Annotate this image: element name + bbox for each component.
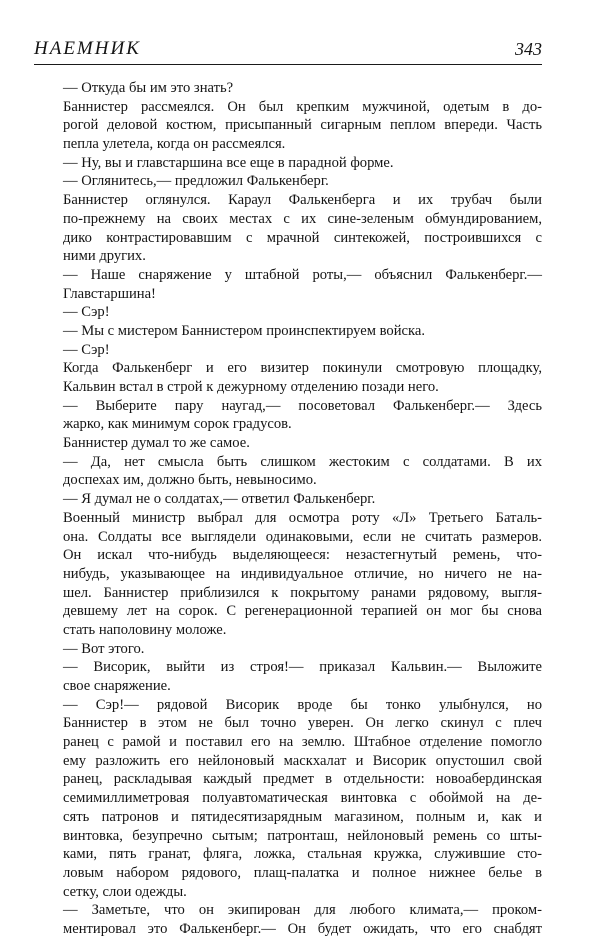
text-line: ловым набором рядового, плащ-палатка и полное нижнее белье в xyxy=(63,864,542,881)
text-line: — Наше снаряжение у штабной роты,— объяснил Фалькенберг.— xyxy=(63,266,542,283)
text-line: — Вот этого. xyxy=(63,640,145,657)
text-line: — Заметьте, что он экипирован для любого климата,— проком- xyxy=(63,902,542,919)
text-line: Военный министр выбрал для осмотра роту «Л» Третьего Баталь- xyxy=(63,509,542,526)
text-line: Баннистер рассмеялся. Он был крепким мужчиной, одетым в до- xyxy=(63,98,542,115)
text-line: ними других. xyxy=(63,248,146,265)
text-line: — Сэр! xyxy=(63,341,110,358)
text-line: Он искал что-нибудь выделяющееся: незастегнутый ремень, что- xyxy=(63,547,542,564)
text-line: по-прежнему на своих местах с их сине-зеленым обмундированием, xyxy=(63,210,542,227)
text-line: дико контрастировавшим с мрачной синтекожей, построившихся с xyxy=(63,229,542,246)
text-line: ментировал это Фалькенберг.— Он будет ожидать, что его снабдят xyxy=(63,920,542,937)
text-line: винтовка, безупречно сытым; патронташ, нейлоновый ремень со шты- xyxy=(63,827,542,844)
text-line: она. Солдаты все выглядели одинаковыми, если не считать размеров. xyxy=(63,528,542,545)
text-line: ему разложить его нейлоновый маскхалат и Висорик опустошил свой xyxy=(63,752,542,769)
page-number: 343 xyxy=(515,39,542,59)
text-line: — Мы с мистером Баннистером проинспектируем войска. xyxy=(63,322,426,339)
text-line: семимиллиметровая полуавтоматическая винтовка с обоймой на де- xyxy=(63,790,542,807)
text-line: Баннистер в этом не был точно уверен. Он легко скинул с плеч xyxy=(63,715,542,732)
text-line: рогой деловой костюм, присыпанный сигарным пеплом впереди. Часть xyxy=(63,117,542,134)
text-line: Когда Фалькенберг и его визитер покинули смотровую площадку, xyxy=(63,360,542,377)
text-line: — Сэр!— рядовой Висорик вроде бы тонко улыбнулся, но xyxy=(63,696,542,713)
text-line: стать наполовину моложе. xyxy=(63,621,227,638)
text-line: Главстаршина! xyxy=(63,285,156,302)
text-line: Баннистер думал то же самое. xyxy=(63,435,250,452)
text-line: свое снаряжение. xyxy=(63,678,171,694)
text-line: — Сэр! xyxy=(63,304,110,321)
body-text xyxy=(62,79,542,939)
text-line: пепла улетела, когда он рассмеялся. xyxy=(63,136,286,153)
text-line: жарко, как минимум сорок градусов. xyxy=(63,416,292,433)
text-line: Кальвин встал в строй к дежурному отделению позади него. xyxy=(63,379,439,395)
text-line: нибудь, указывающее на индивидуальное отличие, но ничего не на- xyxy=(63,565,542,582)
text-line: — Да, нет смысла быть слишком жестоким с солдатами. В их xyxy=(63,453,542,470)
text-line: доспехах им, должно быть, невыносимо. xyxy=(63,472,317,489)
text-line: Баннистер оглянулся. Караул Фалькенберга и их трубач были xyxy=(63,192,542,209)
page-header xyxy=(34,38,542,65)
text-line: сять патронов и пятидесятизарядным магазином, полным и, как и xyxy=(63,808,542,825)
text-line: — Я думал не о солдатах,— ответил Фалькенберг. xyxy=(63,491,376,508)
running-title: НАЕМНИК xyxy=(34,38,141,59)
text-line: шел. Баннистер приблизился к покрытому ранами рядовому, выгля- xyxy=(63,584,542,601)
text-line: ранец, раскладывая каждый предмет в отдельности: новоабердинская xyxy=(63,771,542,788)
text-line: — Выберите пару наугад,— посоветовал Фалькенберг.— Здесь xyxy=(63,397,542,414)
text-line: ками, пять гранат, фляга, ложка, стальная кружка, служившие сто- xyxy=(63,846,542,863)
text-line: — Оглянитесь,— предложил Фалькенберг. xyxy=(63,173,329,190)
text-line: ранец с рамой и поставил его на землю. Штабное отделение помогло xyxy=(63,734,542,751)
text-line: — Ну, вы и главстаршина все еще в парадной форме. xyxy=(63,154,394,171)
text-line: — Висорик, выйти из строя!— приказал Кальвин.— Выложите xyxy=(63,659,542,676)
text-line: сетку, слои одежды. xyxy=(63,883,187,900)
text-line: — Откуда бы им это знать? xyxy=(63,80,234,96)
text-line: девшему лет на сорок. С регенерационной терапией он мог бы снова xyxy=(63,603,542,620)
